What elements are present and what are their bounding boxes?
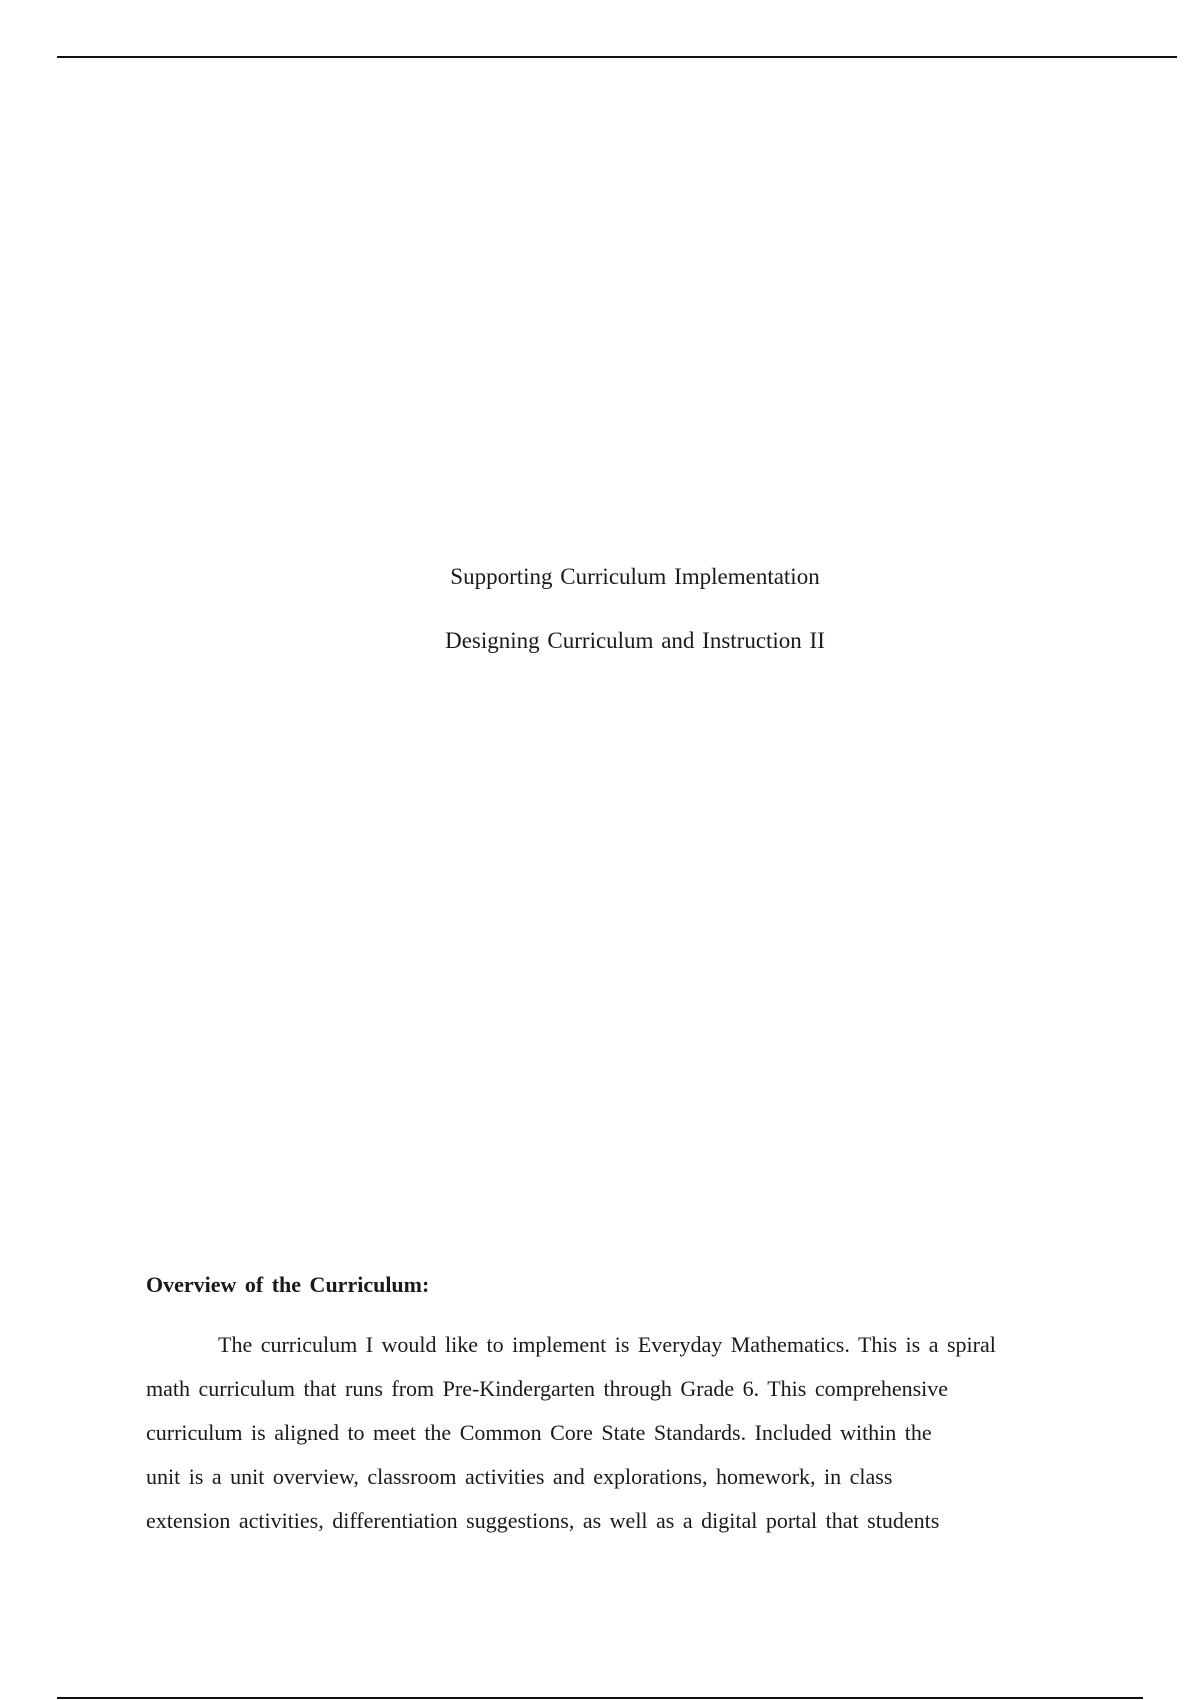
course-title: Designing Curriculum and Instruction II	[445, 628, 825, 653]
paper-title: Supporting Curriculum Implementation	[450, 564, 820, 589]
paragraph-line: curriculum is aligned to meet the Common Core State Standards. Included within the	[146, 1420, 932, 1445]
paragraph-line: extension activities, differentiation suggestions, as well as a digital portal that students	[146, 1508, 940, 1533]
footer-rule	[57, 1697, 1143, 1699]
paragraph-line: unit is a unit overview, classroom activities and explorations, homework, in class	[146, 1464, 893, 1489]
title-block	[0, 545, 1200, 673]
header-rule	[57, 56, 1177, 58]
paragraph-line: The curriculum I would like to implement is Everyday Mathematics. This is a spiral	[218, 1332, 996, 1357]
section-heading: Overview of the Curriculum:	[146, 1272, 430, 1297]
paragraph-line: math curriculum that runs from Pre-Kindergarten through Grade 6. This comprehensive	[146, 1376, 949, 1401]
section-body	[146, 1329, 1086, 1549]
